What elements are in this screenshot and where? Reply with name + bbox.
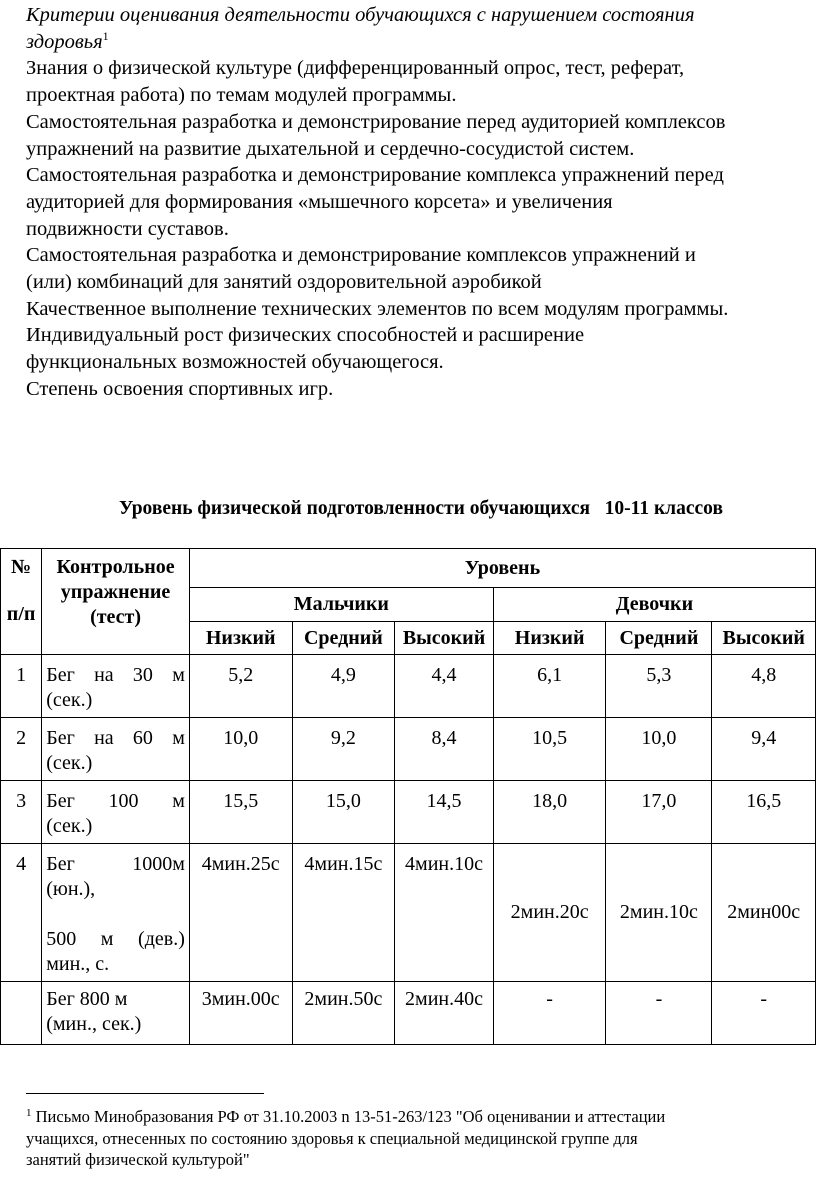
header-col: Средний xyxy=(292,622,395,655)
header-exercise: Контрольное упражнение (тест) xyxy=(42,549,190,655)
table-title: Уровень физической подготовленности обучающихся 10-11 классов xyxy=(119,498,723,519)
footnote-line: учащихся, отнесенных по состоянию здоровья к специальной медицинской группе для xyxy=(26,1128,638,1148)
header-num: № п/п xyxy=(1,549,42,655)
criteria-title-cont: здоровья$^1$ xyxy=(26,28,109,53)
exercise-cell: Бег 800 м (мин., сек.) xyxy=(42,982,190,1045)
header-col: Высокий xyxy=(712,622,816,655)
criteria-line: Знания о физической культуре (дифференцированный опрос, тест, реферат, xyxy=(26,57,685,80)
table-row: Бег 800 м (мин., сек.) 3мин.00с 2мин.50с 2мин.40с - - - xyxy=(1,982,816,1045)
criteria-line: Самостоятельная разработка и демонстрирование комплексов упражнений и xyxy=(26,244,696,267)
header-girls: Девочки xyxy=(493,588,815,622)
criteria-line: Самостоятельная разработка и демонстрирование комплекса упражнений перед xyxy=(26,164,724,187)
criteria-line: аудиторией для формирования «мышечного корсета» и увеличения xyxy=(26,190,613,213)
table-row: 2 Бег на 60 м (сек.) 10,0 9,2 8,4 10,5 10,0 9,4 xyxy=(1,718,816,781)
header-col: Низкий xyxy=(493,622,606,655)
criteria-title: Критерии оценивания деятельности обучающихся с нарушением состояния xyxy=(26,4,695,26)
footnote-separator xyxy=(26,1093,264,1094)
criteria-line: упражнений на развитие дыхательной и сердечно-сосудистой систем. xyxy=(26,137,635,160)
exercise-cell: Бег на 60 м (сек.) xyxy=(42,718,190,781)
footnote-line: $^1$ Письмо Минобразования РФ от 31.10.2003 n 13-51-263/123 "Об оценивании и аттестации xyxy=(26,1107,666,1126)
criteria-line: Самостоятельная разработка и демонстрирование перед аудиторией комплексов xyxy=(26,110,726,133)
table-row: 1 Бег на 30 м (сек.) 5,2 4,9 4,4 6,1 5,3 4,8 xyxy=(1,655,816,718)
criteria-line: проектная работа) по темам модулей программы. xyxy=(26,84,457,107)
criteria-section xyxy=(26,2,816,403)
criteria-line: функциональных возможностей обучающегося. xyxy=(26,351,444,374)
header-col: Высокий xyxy=(395,622,494,655)
levels-table xyxy=(0,548,816,1045)
exercise-cell: Бег на 30 м (сек.) xyxy=(42,655,190,718)
criteria-line: Индивидуальный рост физических способностей и расширение xyxy=(26,324,585,347)
header-level: Уровень xyxy=(189,549,815,588)
header-col: Низкий xyxy=(189,622,292,655)
criteria-line: Качественное выполнение технических элементов по всем модулям программы. xyxy=(26,297,729,320)
criteria-line: подвижности суставов. xyxy=(26,217,229,240)
footnote-line: занятий физической культурой" xyxy=(26,1150,250,1169)
criteria-line: Степень освоения спортивных игр. xyxy=(26,377,334,400)
header-boys: Мальчики xyxy=(189,588,493,622)
footnote-ref[interactable]: 1 xyxy=(102,28,109,43)
footnote xyxy=(26,1106,806,1171)
table-row: 4 Бег 1000м (юн.), 500 м (дев.) мин., с. 4мин.25с 4мин.15с 4мин.10с 2мин.20с 2мин.10с 2мин00с xyxy=(1,844,816,982)
exercise-cell: Бег 100 м (сек.) xyxy=(42,781,190,844)
criteria-line: (или) комбинаций для занятий оздоровительной аэробикой xyxy=(26,271,542,294)
exercise-cell: Бег 1000м (юн.), 500 м (дев.) мин., с. xyxy=(42,844,190,982)
table-row: 3 Бег 100 м (сек.) 15,5 15,0 14,5 18,0 17,0 16,5 xyxy=(1,781,816,844)
footnote-mark: 1 xyxy=(26,1107,32,1119)
header-col: Средний xyxy=(606,622,712,655)
